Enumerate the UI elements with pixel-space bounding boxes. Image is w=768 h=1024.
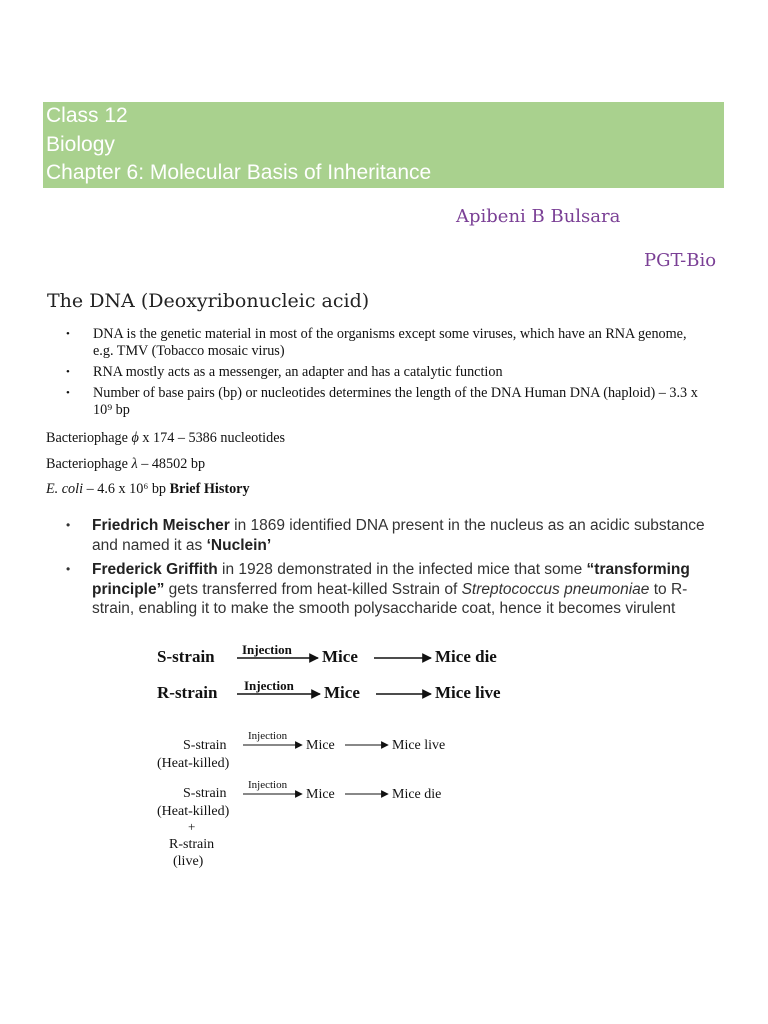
- middle-label: Mice: [306, 787, 335, 802]
- middle-label: Mice: [306, 738, 335, 753]
- arrow-label: Injection: [244, 678, 294, 693]
- strain2-sub-label: (live): [173, 854, 204, 869]
- middle-label: Mice: [324, 683, 360, 702]
- diagram-row-2: [157, 678, 501, 702]
- phage-lambda-line: Bacteriophage λ – 48502 bp: [46, 456, 206, 472]
- strain-sub-label: (Heat-killed): [157, 756, 230, 771]
- phage-phi-line: Bacteriophage ϕ x 174 – 5386 nucleotides: [46, 430, 286, 446]
- strain-label: R-strain: [157, 683, 218, 702]
- list-item: • DNA is the genetic material in most of the organisms except some viruses, which have an RNA genome, e.g. TMV (Tobacco mosaic virus): [66, 326, 706, 360]
- arrow-label: Injection: [242, 642, 292, 657]
- list-item: • Friedrich Meischer in 1869 identified DNA present in the nucleus as an acidic substance and named it as ‘Nuclein’: [66, 516, 716, 555]
- strain-sub-label: (Heat-killed): [157, 804, 230, 819]
- strain-label: S-strain: [157, 647, 215, 666]
- brief-history-heading: Brief History: [169, 481, 250, 497]
- strain2-label: R-strain: [169, 837, 215, 852]
- diagram-row-4: [157, 779, 441, 869]
- arrow-label: Injection: [248, 779, 288, 791]
- history-list: [66, 516, 716, 624]
- list-item: • Frederick Griffith in 1928 demonstrated in the infected mice that some “transforming principle” gets transferred from heat-killed Sstrain of Streptococcus pneumoniae to R-strain, enabling it to make the smooth polysaccharide coat, hence it becomes virulent: [66, 560, 716, 619]
- banner-subject: Biology: [46, 132, 115, 156]
- ecoli-line: E. coli – 4.6 x 10⁶ bp Brief History: [46, 481, 250, 497]
- result-label: Mice live: [435, 683, 501, 702]
- list-item: • RNA mostly acts as a messenger, an adapter and has a catalytic function: [66, 364, 706, 381]
- author-name: Apibeni B Bulsara: [456, 206, 621, 227]
- title-banner: [43, 102, 724, 188]
- banner-chapter: Chapter 6: Molecular Basis of Inheritance: [46, 161, 432, 184]
- result-label: Mice die: [392, 787, 442, 802]
- author-role: PGT-Bio: [644, 250, 717, 271]
- result-label: Mice live: [392, 738, 446, 753]
- arrow-label: Injection: [248, 730, 288, 742]
- middle-label: Mice: [322, 647, 358, 666]
- diagram-row-3: [157, 730, 445, 771]
- strain-label: S-strain: [183, 738, 227, 753]
- banner-class: Class 12: [46, 104, 128, 127]
- strain-label: S-strain: [183, 786, 227, 801]
- plus-label: +: [188, 819, 196, 834]
- dna-facts-list: [66, 326, 706, 423]
- section-heading: The DNA (Deoxyribonucleic acid): [47, 290, 370, 312]
- list-item: • Number of base pairs (bp) or nucleotides determines the length of the DNA Human DNA (haploid) – 3.3 x 10⁹ bp: [66, 385, 706, 419]
- result-label: Mice die: [435, 647, 497, 666]
- diagram-row-1: [157, 642, 497, 666]
